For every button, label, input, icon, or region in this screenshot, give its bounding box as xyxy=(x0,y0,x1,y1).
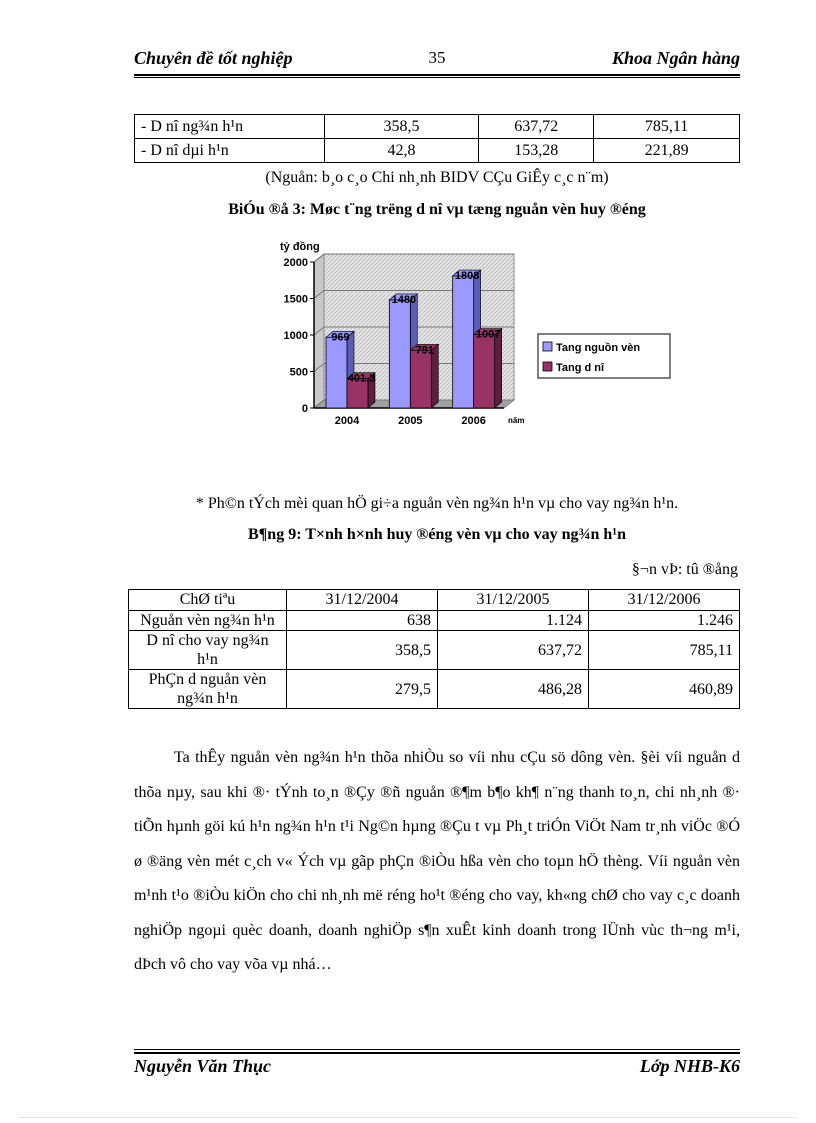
source-note: (Nguån: b¸o c¸o Chi nh¸nh BIDV CÇu GiÊy c¸c n¨m) xyxy=(265,169,609,186)
x-tick-label: 2005 xyxy=(398,415,423,427)
bar xyxy=(474,334,495,408)
cell-value: 153,28 xyxy=(479,139,594,163)
legend-swatch xyxy=(543,342,552,351)
cell-value: 279,5 xyxy=(287,670,438,709)
cell-value: 1.124 xyxy=(438,611,589,631)
x-axis-title: năm xyxy=(508,416,525,425)
y-tick-label: 500 xyxy=(289,366,308,379)
bar xyxy=(453,276,474,408)
table-header-row xyxy=(129,590,740,611)
y-tick-label: 0 xyxy=(301,403,308,415)
table-row xyxy=(129,611,740,631)
page-footer xyxy=(134,1056,740,1077)
cell-value: 785,11 xyxy=(594,115,740,139)
bar xyxy=(410,350,431,408)
page-edge xyxy=(20,1117,796,1118)
row-label: D nî cho vay ng¾n h¹n xyxy=(129,631,287,670)
capital-loan-table xyxy=(128,589,740,709)
x-tick-label: 2006 xyxy=(461,415,486,427)
y-tick-label: 2000 xyxy=(283,257,308,269)
header-rule xyxy=(134,74,740,76)
body-paragraph: Ta thÊy nguån vèn ng¾n h¹n thõa nhiÒu so víi nhu cÇu sö dông vèn. §èi víi nguån d thõa nµy, sau khi ®· tÝnh to¸n ®Çy ®ñ nguån ®¶m b¶o kh¶ n¨ng thanh to¸n, chi nh¸nh ®· tiÕn hµnh göi kú h¹n ng¾n h¹n t¹i Ng©n hµng ®Çu t vµ Ph¸t triÓn ViÖt Nam tr¸nh viÖc ®Ó ø ®äng vèn mét c¸ch v« Ých vµ gãp phÇn ®iÒu hßa vèn cho toµn hÖ thèng. Víi nguån vèn m¹nh t¹o ®iÒu kiÖn cho chi nh¸nh më réng ho¹t ®éng cho vay, kh«ng chØ cho vay c¸c doanh nghiÖp ngoµi quèc doanh, doanh nghiÖp s¶n xuÊt kinh doanh trong lÜnh vùc th¬ng m¹i, dÞch vô cho vay võa vµ nhá… xyxy=(134,749,740,973)
cell-value: 785,11 xyxy=(589,631,740,670)
data-label: 1007 xyxy=(475,328,501,341)
header-department: Khoa Ngân hàng xyxy=(611,48,740,68)
cell-value: 486,28 xyxy=(438,670,589,709)
page-header xyxy=(134,48,740,74)
analysis-note: * Ph©n tÝch mèi quan hÖ gi÷a nguån vèn ng¾n h¹n vµ cho vay ng¾n h¹n. xyxy=(195,495,679,512)
cell-value: 221,89 xyxy=(594,139,740,163)
data-label: 1808 xyxy=(454,270,480,283)
author-name: Nguyễn Văn Thục xyxy=(134,1056,272,1076)
column-header: 31/12/2004 xyxy=(287,590,438,611)
data-label: 1480 xyxy=(391,293,417,306)
cell-value: 460,89 xyxy=(589,670,740,709)
y-axis-title: tỷ đồng xyxy=(280,241,320,253)
bar xyxy=(389,300,410,408)
bar-chart xyxy=(266,238,686,438)
data-label: 791 xyxy=(415,344,435,357)
column-header: 31/12/2005 xyxy=(438,590,589,611)
table-row xyxy=(135,115,740,139)
cell-value: 358,5 xyxy=(287,631,438,670)
header-title: Chuyên đề tốt nghiệp xyxy=(134,48,293,68)
cell-value: 637,72 xyxy=(479,115,594,139)
page-number: 35 xyxy=(428,48,446,67)
header-rule-thin xyxy=(134,77,740,78)
table-caption: B¶ng 9: T×nh h×nh huy ®éng vèn vµ cho vay ng¾n h¹n xyxy=(247,526,626,543)
legend-label: Tang nguồn vèn xyxy=(556,342,641,354)
cell-value: 1.246 xyxy=(589,611,740,631)
y-tick-label: 1000 xyxy=(283,330,308,342)
cell-value: 358,5 xyxy=(324,115,479,139)
data-label: 969 xyxy=(331,331,350,344)
chart-caption: BiÓu ®å 3: Møc t¨ng trëng d nî vµ tæng nguån vèn huy ®éng xyxy=(228,201,646,218)
legend-label: Tang d nî xyxy=(556,362,605,374)
row-label: - D nî dµi h¹n xyxy=(135,139,325,163)
class-name: Lớp NHB-K6 xyxy=(639,1056,740,1076)
cell-value: 637,72 xyxy=(438,631,589,670)
unit-label: §¬n vÞ: tû ®ång xyxy=(631,561,738,578)
table-row xyxy=(135,139,740,163)
table-row xyxy=(129,631,740,670)
row-label: PhÇn d nguån vèn ng¾n h¹n xyxy=(129,670,287,709)
bar xyxy=(326,337,347,408)
footer-rule-thin xyxy=(134,1049,740,1050)
legend-swatch xyxy=(543,362,552,371)
cell-value: 42,8 xyxy=(324,139,479,163)
table-row xyxy=(129,670,740,709)
row-label: Nguån vèn ng¾n h¹n xyxy=(129,611,287,631)
column-header: ChØ tiªu xyxy=(129,590,287,611)
footer-rule xyxy=(134,1052,740,1054)
cell-value: 638 xyxy=(287,611,438,631)
y-tick-label: 1500 xyxy=(283,293,308,306)
x-tick-label: 2004 xyxy=(334,415,360,427)
row-label: - D nî ng¾n h¹n xyxy=(135,115,325,139)
column-header: 31/12/2006 xyxy=(589,590,740,611)
data-label: 401.3 xyxy=(347,372,376,385)
loan-breakdown-table xyxy=(134,114,740,163)
